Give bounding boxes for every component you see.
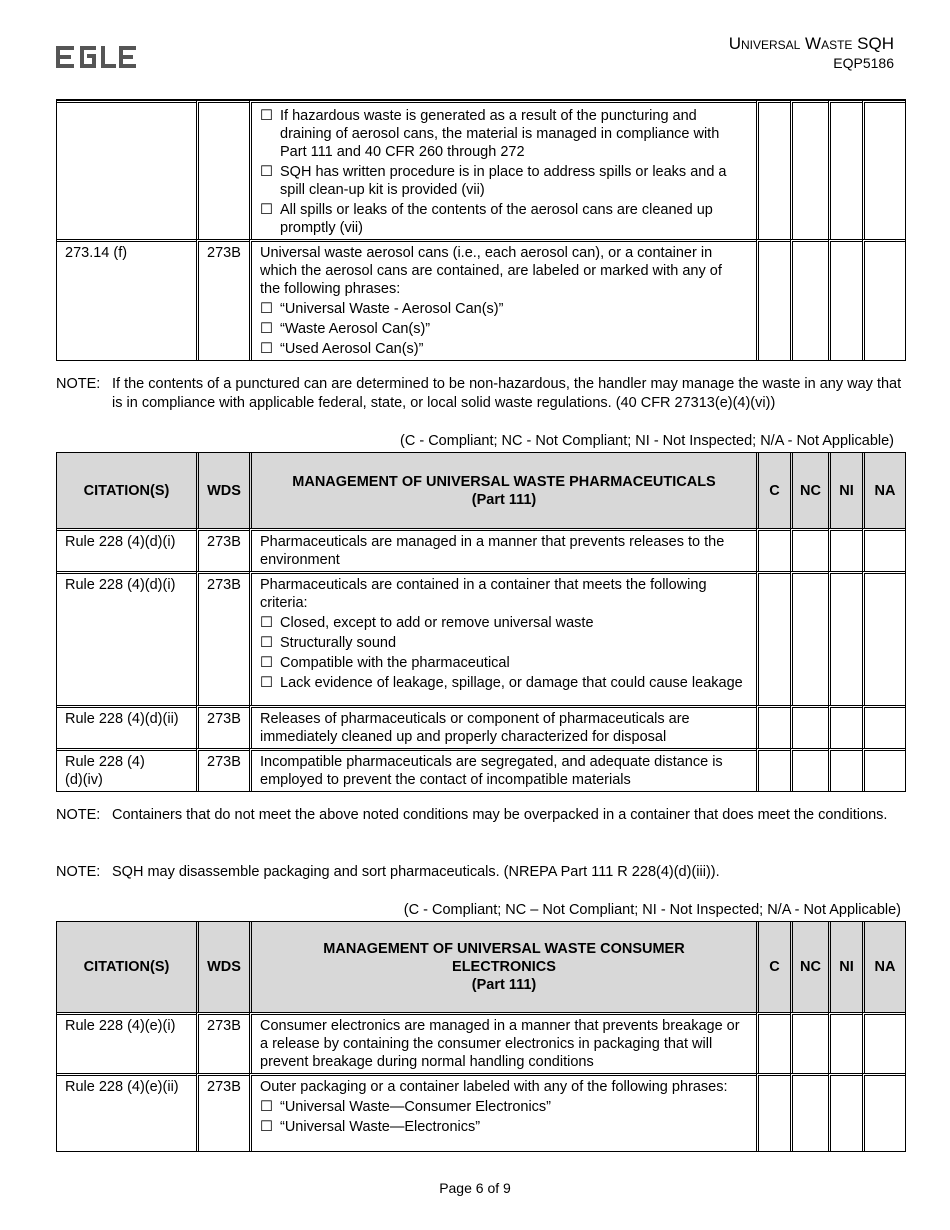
nc-cell[interactable]	[790, 571, 828, 705]
citation-cell: Rule 228 (4)(d)(iv)	[65, 754, 145, 788]
document-title: Universal Waste SQH	[728, 34, 894, 53]
egle-logo-icon	[56, 44, 136, 70]
c-cell[interactable]	[756, 571, 790, 705]
na-cell[interactable]	[862, 571, 905, 705]
section-title: MANAGEMENT OF UNIVERSAL WASTE CONSUMER ELECTRONICS (Part 111)	[249, 922, 756, 1012]
checkbox-icon[interactable]: ☐	[260, 301, 273, 317]
nc-cell[interactable]	[790, 1073, 828, 1151]
na-cell[interactable]	[862, 1073, 905, 1151]
nc-cell[interactable]	[790, 1012, 828, 1073]
c-cell[interactable]	[756, 1073, 790, 1151]
checkbox-icon[interactable]: ☐	[260, 635, 273, 651]
checklist-item: ☐ SQH has written procedure is in place to address spills or leaks and a spill clean-up kit is provided (vii)	[260, 164, 727, 198]
nc-cell[interactable]	[790, 748, 828, 791]
egle-logo	[56, 44, 136, 74]
requirement-text: Pharmaceuticals are managed in a manner that prevents releases to the environment	[260, 534, 725, 568]
checkbox-icon[interactable]: ☐	[260, 1099, 273, 1115]
table-row	[57, 748, 905, 791]
na-header: NA	[862, 453, 905, 528]
checkbox-icon[interactable]: ☐	[260, 108, 273, 124]
checklist-item: ☐ Structurally sound	[260, 635, 397, 651]
checklist-item: ☐ “Waste Aerosol Can(s)”	[260, 321, 431, 337]
nc-header: NC	[790, 453, 828, 528]
note-overpacked: NOTE: Containers that do not meet the above noted conditions may be overpacked in a container that does meet the conditions.	[56, 807, 888, 823]
citation-cell: Rule 228 (4)(e)(ii)	[65, 1079, 179, 1095]
nc-cell[interactable]	[790, 705, 828, 748]
table-row	[57, 705, 905, 748]
requirement-text: Incompatible pharmaceuticals are segregated, and adequate distance is employed to prevent the contact of incompatible materials	[260, 754, 723, 788]
nc-cell[interactable]	[790, 100, 828, 239]
na-header: NA	[862, 922, 905, 1012]
wds-header: WDS	[196, 922, 249, 1012]
c-cell[interactable]	[756, 528, 790, 571]
checklist-item: ☐ Closed, except to add or remove universal waste	[260, 615, 594, 631]
checkbox-icon[interactable]: ☐	[260, 655, 273, 671]
wds-cell: 273B	[207, 577, 241, 593]
wds-cell: 273B	[207, 534, 241, 550]
table-row	[57, 100, 905, 239]
wds-cell: 273B	[207, 245, 241, 261]
ni-cell[interactable]	[828, 748, 862, 791]
compliance-legend: (C - Compliant; NC – Not Compliant; NI - Not Inspected; N/A - Not Applicable)	[403, 902, 901, 918]
citation-cell	[57, 103, 196, 107]
checkbox-icon[interactable]: ☐	[260, 615, 273, 631]
requirement-text: Releases of pharmaceuticals or component of pharmaceuticals are immediately cleaned up and properly characterized for disposal	[260, 711, 690, 745]
ni-cell[interactable]	[828, 571, 862, 705]
c-cell[interactable]	[756, 100, 790, 239]
checklist-item: ☐ “Used Aerosol Can(s)”	[260, 341, 424, 357]
checkbox-icon[interactable]: ☐	[260, 1119, 273, 1135]
table-row	[57, 239, 905, 360]
citation-cell: Rule 228 (4)(d)(i)	[65, 577, 176, 593]
citation-header: CITATION(S)	[57, 922, 196, 1012]
compliance-legend: (C - Compliant; NC - Not Compliant; NI - Not Inspected; N/A - Not Applicable)	[400, 433, 894, 449]
wds-cell: 273B	[207, 1018, 241, 1034]
wds-cell: 273B	[207, 1079, 241, 1095]
requirement-text: Outer packaging or a container labeled with any of the following phrases:	[260, 1079, 728, 1095]
na-cell[interactable]	[862, 528, 905, 571]
na-cell[interactable]	[862, 748, 905, 791]
ni-cell[interactable]	[828, 705, 862, 748]
ni-cell[interactable]	[828, 239, 862, 360]
page-number: Page 6 of 9	[439, 1180, 511, 1196]
checkbox-icon[interactable]: ☐	[260, 202, 273, 218]
requirement-text: Universal waste aerosol cans (i.e., each aerosol can), or a container in which the aerosol cans are contained, are labeled or marked with any of the following phrases:	[260, 245, 722, 297]
citation-cell: Rule 228 (4)(d)(ii)	[65, 711, 179, 727]
ni-cell[interactable]	[828, 100, 862, 239]
wds-cell: 273B	[207, 754, 241, 770]
pharmaceuticals-table	[56, 452, 906, 792]
note-punctured-can: NOTE: If the contents of a punctured can are determined to be non-hazardous, the handler may manage the waste in any way that is in compliance with applicable federal, state, or local solid waste regulations. (40 CFR 27313(e)(4)(vi))	[56, 376, 902, 411]
nc-cell[interactable]	[790, 239, 828, 360]
wds-cell: 273B	[207, 711, 241, 727]
c-cell[interactable]	[756, 748, 790, 791]
citation-cell: Rule 228 (4)(e)(i)	[65, 1018, 176, 1034]
c-cell[interactable]	[756, 705, 790, 748]
checklist-item: ☐ Lack evidence of leakage, spillage, or damage that could cause leakage	[260, 675, 743, 691]
table-row	[57, 571, 905, 705]
checklist-item: ☐ “Universal Waste—Electronics”	[260, 1119, 481, 1135]
note-disassemble: NOTE: SQH may disassemble packaging and sort pharmaceuticals. (NREPA Part 111 R 228(4)(d)(iii)).	[56, 864, 720, 880]
requirement-text: Pharmaceuticals are contained in a container that meets the following criteria:	[260, 577, 707, 611]
checkbox-icon[interactable]: ☐	[260, 341, 273, 357]
form-code: EQP5186	[833, 55, 894, 71]
na-cell[interactable]	[862, 1012, 905, 1073]
wds-cell	[199, 103, 249, 107]
table-row	[57, 528, 905, 571]
checklist-item: ☐ “Universal Waste—Consumer Electronics”	[260, 1099, 552, 1115]
checklist-item: ☐ Compatible with the pharmaceutical	[260, 655, 510, 671]
table-row	[57, 1073, 905, 1151]
nc-cell[interactable]	[790, 528, 828, 571]
citation-header: CITATION(S)	[57, 453, 196, 528]
wds-header: WDS	[196, 453, 249, 528]
requirement-text: Consumer electronics are managed in a manner that prevents breakage or a release by containing the consumer electronics in packaging that will prevent breakage during normal handling conditions	[260, 1018, 740, 1070]
ni-cell[interactable]	[828, 1012, 862, 1073]
c-header: C	[756, 922, 790, 1012]
ni-cell[interactable]	[828, 528, 862, 571]
aerosol-cans-table	[56, 99, 906, 361]
checkbox-icon[interactable]: ☐	[260, 164, 273, 180]
ni-header: NI	[828, 453, 862, 528]
c-header: C	[756, 453, 790, 528]
citation-cell: 273.14 (f)	[65, 245, 128, 261]
na-cell[interactable]	[862, 100, 905, 239]
c-cell[interactable]	[756, 1012, 790, 1073]
citation-cell: Rule 228 (4)(d)(i)	[65, 534, 176, 550]
checklist-item: ☐ If hazardous waste is generated as a result of the puncturing and draining of aerosol cans, the material is managed in compliance with Part 111 and 40 CFR 260 through 272	[260, 108, 720, 160]
checklist-item: ☐ “Universal Waste - Aerosol Can(s)”	[260, 301, 504, 317]
nc-header: NC	[790, 922, 828, 1012]
consumer-electronics-table	[56, 921, 906, 1152]
na-cell[interactable]	[862, 239, 905, 360]
checkbox-icon[interactable]: ☐	[260, 321, 273, 337]
na-cell[interactable]	[862, 705, 905, 748]
checkbox-icon[interactable]: ☐	[260, 675, 273, 691]
c-cell[interactable]	[756, 239, 790, 360]
checklist-item: ☐ All spills or leaks of the contents of the aerosol cans are cleaned up promptly (vii)	[260, 202, 713, 236]
ni-cell[interactable]	[828, 1073, 862, 1151]
section-title: MANAGEMENT OF UNIVERSAL WASTE PHARMACEUTICALS (Part 111)	[249, 453, 756, 528]
ni-header: NI	[828, 922, 862, 1012]
table-row	[57, 1012, 905, 1073]
